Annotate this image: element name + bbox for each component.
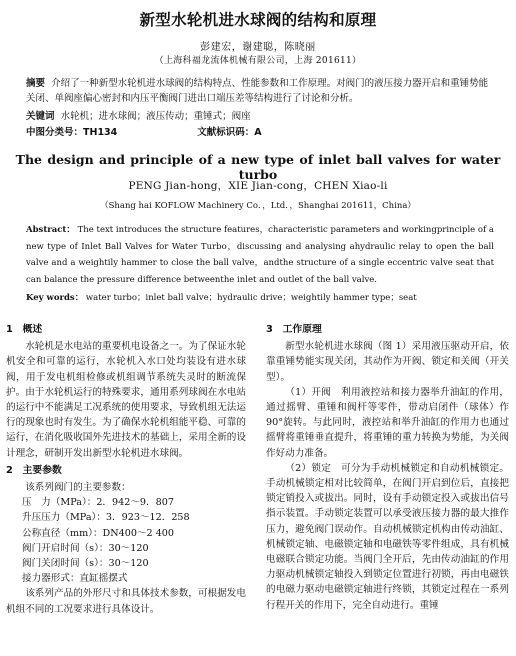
right-column xyxy=(266,322,509,613)
doc-code-value: A xyxy=(254,127,262,138)
affiliation-en: （Shang hai KOFLOW Machinery Co．，Ltd．，Shanghai 201611，China） xyxy=(100,201,416,211)
section-1-heading: 1 概述 xyxy=(6,324,43,335)
abstract-en-text: The text introduces the structure features，characteristic parameters and workingprinciple of a new type of Inlet Ball Valves for Water Turbo，discussing and analysing ahydraulic relay to open the ball valve and a weightily hammer to close the ball valve，andthe structure of a single eccentric valve seat that can balance the pressure difference betweenthe inlet and outlet of the ball valve. xyxy=(26,225,494,285)
paper-title-cn: 新型水轮机进水球阀的结构和原理 xyxy=(139,11,377,29)
abstract-cn-label: 摘要 xyxy=(26,78,46,89)
keywords-en-text: water turbo；inlet ball valve；hydraulic drive；weightily hammer type；seat xyxy=(85,293,417,303)
parameter-item: 升压压力（MPa）：3．923～12．258 xyxy=(22,512,190,524)
section-2-paragraph: 该系列产品的外形尺寸和具体技术参数，可根据发电机组不同的工况要求进行具体设计。 xyxy=(6,588,246,615)
section-3-paragraph: （1）开阀 利用液控站和接力器举升油缸的作用，通过摇臂、重锤和阀杆等零件，带动启闭件（球体）作 90°旋转。与此同时，液控站和举升油缸的作用力也通过摇臂将重锤垂直提升，将重锤的重力转换为势能，为关阀作好动力准备。 xyxy=(266,386,509,459)
authors-cn: 彭建宏，谢建聪，陈晓丽 xyxy=(200,42,316,53)
parameter-item: 公称直径（mm）：DN400～2 400 xyxy=(22,527,175,539)
keywords-en-label: Key words： xyxy=(26,293,84,303)
paper-title-en: The design and principle of a new type of inlet ball valves for water turbo xyxy=(15,152,501,182)
abstract-cn xyxy=(26,76,496,106)
classification-line xyxy=(26,125,496,140)
section-3-paragraph: 新型水轮机进水球阀（图 1）采用液压驱动开启，依靠重锤势能实现关闭，其动作为开阀、锁定和关阀（开关型）。 xyxy=(266,341,509,383)
section-1-paragraph: 水轮机是水电站的重要机电设备之一。为了保证水轮机安全和可靠的运行，水轮机入水口处均装设有进水球阀，用于发电机组检修或机组调节系统失灵时的断流保护。由于水轮机运行的特殊要求，通用系列球阀在水电站的运行中不能满足工况系统的使用要求，导致机组无法运行的现象也时有发生。为了确保水轮机组能平稳、可靠的运行，在消化吸收国外先进技术的基础上，采用全新的设计理念，研制开发出新型水轮机进水球阀。 xyxy=(6,341,246,459)
parameter-item: 接力器形式：直缸摇摆式 xyxy=(22,573,128,585)
section-3-paragraph: （2）锁定 可分为手动机械锁定和自动机械锁定。手动机械锁定相对比较简单，在阀门开启到位后，直接把锁定销投入或拔出。同时，设有手动锁定投入或拔出信号指示装置。手动锁定装置可以承受液压接力器的最大推作压力，避免阀门误动作。自动机械锁定机构由传动油缸、机械锁定轴、电磁锁定轴和电磁铁等零件组成，具有机械电磁联合锁定功能。当阀门全开后，先由传动油缸的作用力驱动机械锁定轴投入到锁定位置进行初锁，再由电磁铁的电磁力驱动电磁锁定轴进行终锁，其锁定过程在一系列行程开关的作用下，完全自动进行。重锤 xyxy=(266,462,509,611)
keywords-cn xyxy=(26,109,496,124)
abstract-cn-text: 介绍了一种新型水轮机进水球阀的结构特点、性能参数和工作原理。对阀门的液压接力器开启和重锤势能关闭、单阀座偏心密封和内压平衡阀门进出口端压差等结构进行了讨论和分析。 xyxy=(26,78,489,104)
keywords-en xyxy=(26,290,494,306)
parameter-intro: 该系列阀门的主要参数： xyxy=(25,482,131,494)
parameter-item: 阀门关闭时间（s）：30～120 xyxy=(22,558,149,570)
parameter-item: 阀门开启时间（s）：30～120 xyxy=(22,542,149,554)
parameter-list xyxy=(6,480,246,586)
keywords-cn-text: 水轮机；进水球阀；液压传动；重锤式；阀座 xyxy=(60,111,251,122)
parameter-item: 压 力（MPa）：2．942～9．807 xyxy=(22,497,174,509)
affiliation-cn: （上海科福龙流体机械有限公司，上海 201611） xyxy=(154,56,362,66)
abstract-en-label: Abstract： xyxy=(26,225,75,235)
clc-label: 中图分类号： xyxy=(26,127,84,138)
left-column xyxy=(6,322,246,617)
clc-value: TH134 xyxy=(83,127,118,138)
section-3-heading: 3 工作原理 xyxy=(266,324,322,335)
section-2-heading: 2 主要参数 xyxy=(6,464,62,476)
abstract-en xyxy=(26,222,494,288)
authors-en: PENG Jian-hong，XIE Jian-cong，CHEN Xiao-li xyxy=(128,180,388,192)
keywords-cn-label: 关键词 xyxy=(26,111,55,122)
doc-code-label: 文献标识码： xyxy=(197,127,255,138)
